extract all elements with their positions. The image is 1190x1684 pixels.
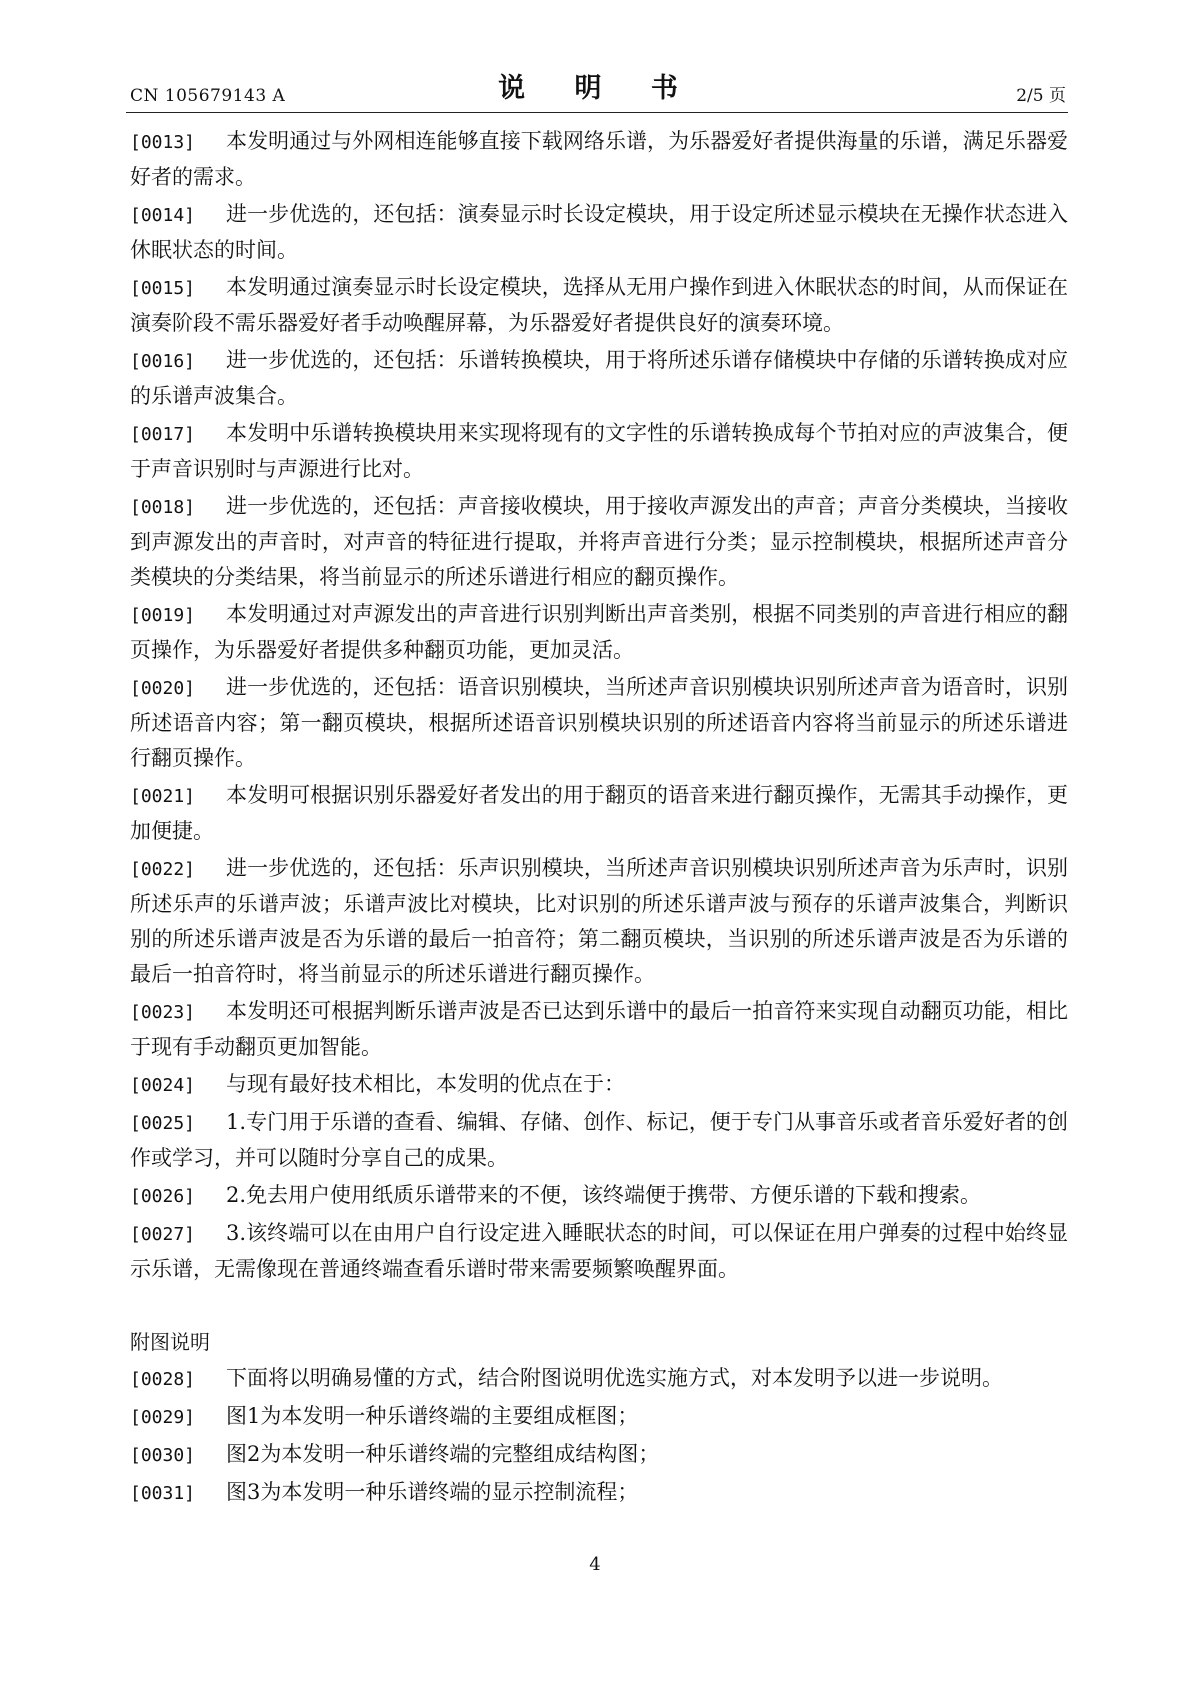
page-count: 2/5 页: [1016, 86, 1066, 106]
paragraph-text: 1.专门用于乐谱的查看、编辑、存储、创作、标记，便于专门从事音乐或者音乐爱好者的创作或学习，并可以随时分享自己的成果。: [130, 1110, 1068, 1170]
paragraph-text: 本发明通过演奏显示时长设定模块，选择从无用户操作到进入休眠状态的时间，从而保证在演奏阶段不需乐器爱好者手动唤醒屏幕，为乐器爱好者提供良好的演奏环境。: [130, 275, 1068, 335]
paragraph-number: [0024]: [130, 1075, 196, 1096]
paragraph: [130, 489, 1068, 595]
paragraph: [130, 994, 1068, 1065]
paragraph: [130, 1361, 1068, 1397]
section-heading: 附图说明: [130, 1330, 210, 1354]
paragraph-text: 图1为本发明一种乐谱终端的主要组成框图；: [226, 1404, 639, 1428]
paragraph-number: [0026]: [130, 1186, 196, 1207]
page-number: 4: [589, 1554, 601, 1575]
paragraph: [130, 197, 1068, 268]
paragraph-number: [0027]: [130, 1224, 196, 1245]
paragraph: [130, 1067, 1068, 1103]
paragraph: [130, 1437, 1068, 1473]
paragraph: [130, 124, 1068, 195]
header-divider: [126, 112, 1068, 113]
paragraph: [130, 597, 1068, 668]
document-body: [130, 124, 1068, 1513]
paragraph-number: [0020]: [130, 678, 196, 699]
paragraph-number: [0022]: [130, 859, 196, 880]
paragraph-number: [0028]: [130, 1369, 196, 1390]
paragraph-text: 本发明可根据识别乐器爱好者发出的用于翻页的语音来进行翻页操作，无需其手动操作，更加便捷。: [130, 783, 1068, 843]
paragraph-number: [0019]: [130, 605, 196, 626]
paragraph-text: 图2为本发明一种乐谱终端的完整组成结构图；: [226, 1442, 660, 1466]
paragraph-number: [0017]: [130, 424, 196, 445]
paragraph-text: 进一步优选的，还包括：乐谱转换模块，用于将所述乐谱存储模块中存储的乐谱转换成对应的乐谱声波集合。: [130, 348, 1068, 408]
paragraph: [130, 670, 1068, 776]
paragraph: [130, 1178, 1068, 1214]
paragraph: [130, 1105, 1068, 1176]
paragraph-text: 本发明还可根据判断乐谱声波是否已达到乐谱中的最后一拍音符来实现自动翻页功能，相比于现有手动翻页更加智能。: [130, 999, 1068, 1059]
paragraph-text: 进一步优选的，还包括：声音接收模块，用于接收声源发出的声音；声音分类模块，当接收到声源发出的声音时，对声音的特征进行提取，并将声音进行分类；显示控制模块，根据所述声音分类模块的分类结果，将当前显示的所述乐谱进行相应的翻页操作。: [130, 494, 1068, 589]
paragraph-number: [0031]: [130, 1483, 196, 1504]
paragraph-text: 本发明通过对声源发出的声音进行识别判断出声音类别，根据不同类别的声音进行相应的翻页操作，为乐器爱好者提供多种翻页功能，更加灵活。: [130, 602, 1068, 662]
paragraph-text: 本发明通过与外网相连能够直接下载网络乐谱，为乐器爱好者提供海量的乐谱，满足乐器爱好者的需求。: [130, 129, 1068, 189]
paragraph: [130, 1475, 1068, 1511]
paragraph: [130, 778, 1068, 849]
paragraph-text: 与现有最好技术相比，本发明的优点在于：: [226, 1072, 625, 1096]
paragraph-number: [0014]: [130, 205, 196, 226]
paragraph-text: 图3为本发明一种乐谱终端的显示控制流程；: [226, 1480, 639, 1504]
paragraph-number: [0030]: [130, 1445, 196, 1466]
paragraph-number: [0029]: [130, 1407, 196, 1428]
paragraph-text: 进一步优选的，还包括：乐声识别模块，当所述声音识别模块识别所述声音为乐声时，识别所述乐声的乐谱声波；乐谱声波比对模块，比对识别的所述乐谱声波与预存的乐谱声波集合，判断识别的所述乐谱声波是否为乐谱的最后一拍音符；第二翻页模块，当识别的所述乐谱声波是否为乐谱的最后一拍音符时，将当前显示的所述乐谱进行翻页操作。: [130, 856, 1068, 986]
paragraph-text: 本发明中乐谱转换模块用来实现将现有的文字性的乐谱转换成每个节拍对应的声波集合，便于声音识别时与声源进行比对。: [130, 421, 1068, 481]
paragraph-number: [0023]: [130, 1002, 196, 1023]
paragraph-number: [0018]: [130, 497, 196, 518]
paragraph-text: 进一步优选的，还包括：语音识别模块，当所述声音识别模块识别所述声音为语音时，识别所述语音内容；第一翻页模块，根据所述语音识别模块识别的所述语音内容将当前显示的所述乐谱进行翻页操作。: [130, 675, 1068, 770]
page-header: [130, 72, 1066, 112]
paragraph: [130, 270, 1068, 341]
paragraph: [130, 416, 1068, 487]
paragraph-number: [0021]: [130, 786, 196, 807]
paragraph-text: 进一步优选的，还包括：演奏显示时长设定模块，用于设定所述显示模块在无操作状态进入休眠状态的时间。: [130, 202, 1068, 262]
paragraph: [130, 851, 1068, 992]
paragraph: [130, 1216, 1068, 1287]
paragraph-number: [0015]: [130, 278, 196, 299]
publication-number: CN 105679143 A: [130, 86, 286, 106]
paragraph: [130, 1399, 1068, 1435]
paragraph: [130, 343, 1068, 414]
paragraph-number: [0016]: [130, 351, 196, 372]
paragraph-text: 3.该终端可以在由用户自行设定进入睡眠状态的时间，可以保证在用户弹奏的过程中始终显示乐谱，无需像现在普通终端查看乐谱时带来需要频繁唤醒界面。: [130, 1221, 1068, 1281]
document-title: 说 明 书: [498, 73, 698, 104]
paragraph-text: 2.免去用户使用纸质乐谱带来的不便，该终端便于携带、方便乐谱的下载和搜索。: [226, 1183, 982, 1207]
paragraph-number: [0013]: [130, 132, 196, 153]
paragraph-number: [0025]: [130, 1113, 196, 1134]
paragraph-text: 下面将以明确易懂的方式，结合附图说明优选实施方式，对本发明予以进一步说明。: [226, 1366, 1003, 1390]
